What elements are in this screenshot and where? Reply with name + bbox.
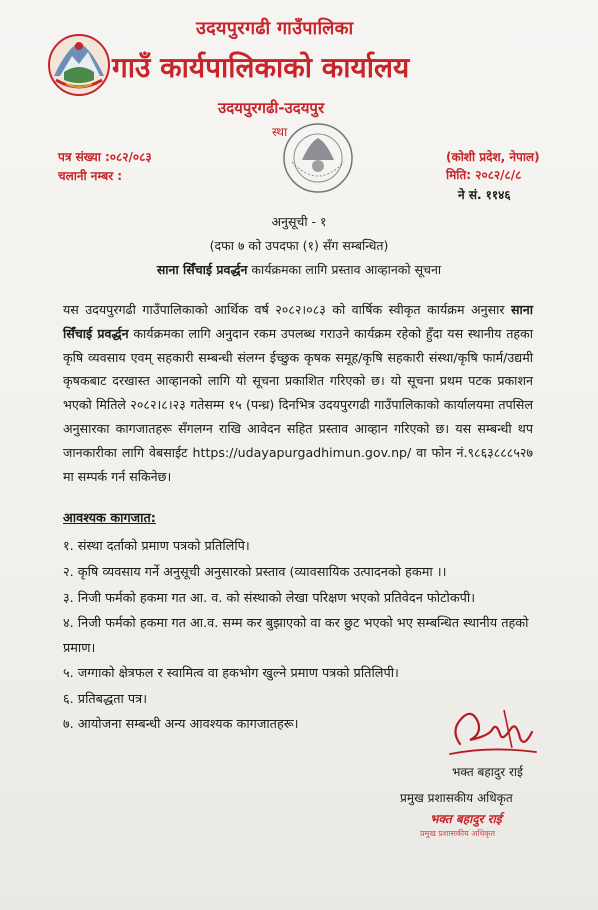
- body-part-2: कार्यक्रमका लागि अनुदान रकम उपलब्ध गराउने कार्यक्रम रहेको हुँदा यस स्थानीय तहका कृषि व्यवसाय एवम् सहकारी सम्बन्धी संलग्न ईच्छुक कृषक समूह/कृषि सहकारी संस्था/कृषि फार्म/उद्यमी कृषकबाट दरखास्त आव्हानको लागि यो सूचना प्रकाशित गरिएको छ। यो सूचना प्रथम पटक प्रकाशन भएको मितिले २०८२।८।२३ गतेसम्म १५ (पन्ध्र) दिनभित्र उदयपुरगढी गाउँपालिकाको कार्यालयमा तपसिल अनुसारका कागजातहरू सँगलग्न राखि आवेदन सहित प्रस्ताव आव्हान गरिएको छ। यस सम्बन्धी थप जानकारीका लागि वेबसाईट https://udayapurgadhimun.gov.np/ वा फोन नं.९८६३८८८५२७ मा सम्पर्क गर्न सकिनेछ।: [63, 325, 533, 484]
- requirement-item: १. संस्था दर्ताको प्रमाण पत्रको प्रतिलिपि।: [63, 539, 250, 554]
- province-label: (कोशी प्रदेश, नेपाल): [446, 150, 540, 164]
- registration-number: ने सं. ११४६: [458, 188, 511, 202]
- section-reference: (दफा ७ को उपदफा (१) सँग सम्बन्धित): [209, 238, 389, 253]
- annex-heading: अनुसूची - १: [271, 214, 327, 229]
- name-stamp: भक्त बहादुर राई: [430, 812, 502, 826]
- letter-number: पत्र संख्या :०८२/०८३: [58, 150, 152, 164]
- notice-title-rest: कार्यक्रमका लागि प्रस्ताव आव्हानको सूचना: [247, 262, 442, 277]
- body-bold-program: साना सिँचाई प्रवर्द्धन: [63, 302, 533, 341]
- requirement-item: ७. आयोजना सम्बन्धी अन्य आवश्यक कागजातहरू।: [63, 717, 299, 732]
- handwritten-signature: [440, 700, 540, 760]
- office-address: उदयपुरगढी-उदयपुर: [218, 99, 325, 117]
- notice-title-bold: साना सिँचाई प्रवर्द्धन: [156, 262, 248, 277]
- dispatch-number: चलानी नम्बर :: [58, 169, 123, 183]
- established-label: स्था: [272, 125, 288, 139]
- notice-body-paragraph: [63, 298, 533, 488]
- requirement-item: ३. निजी फर्मको हकमा गत आ. व. को संस्थाको लेखा परिक्षण भएको प्रतिवेदन फोटोकपी।: [63, 591, 476, 606]
- municipality-name: उदयपुरगढी गाउँपालिका: [196, 18, 354, 39]
- nepal-emblem-icon: [46, 32, 112, 98]
- signatory-name: भक्त बहादुर राई: [452, 765, 523, 779]
- office-seal-stamp: [280, 120, 356, 196]
- letter-date: मिति: २०८२/८/८: [446, 168, 522, 182]
- required-documents-heading: आवश्यक कागजात:: [63, 511, 156, 526]
- body-part-1: यस उदयपुरगढी गाउँपालिकाको आर्थिक वर्ष २०८२।०८३ को वार्षिक स्वीकृत कार्यक्रम अनुसार: [63, 302, 511, 317]
- signatory-title: प्रमुख प्रशासकीय अधिकृत: [400, 791, 513, 805]
- title-stamp: प्रमुख प्रशासकीय अधिकृत: [420, 829, 496, 838]
- notice-title: [0, 261, 598, 278]
- requirement-item: ४. निजी फर्मको हकमा गत आ.व. सम्म कर बुझाएको वा कर छुट भएको भए सम्बन्धित स्थानीय तहको प्रमाण।: [63, 616, 529, 656]
- office-title: गाउँ कार्यपालिकाको कार्यालय: [112, 51, 410, 84]
- requirement-item: ५. जग्गाको क्षेत्रफल र स्वामित्व वा हकभोग खुल्ने प्रमाण पत्रको प्रतिलिपी।: [63, 666, 399, 681]
- requirement-item: २. कृषि व्यवसाय गर्ने अनुसूची अनुसारको प्रस्ताव (व्यावसायिक उत्पादनको हकमा ।।: [63, 565, 447, 580]
- requirement-item: ६. प्रतिबद्धता पत्र।: [63, 692, 148, 707]
